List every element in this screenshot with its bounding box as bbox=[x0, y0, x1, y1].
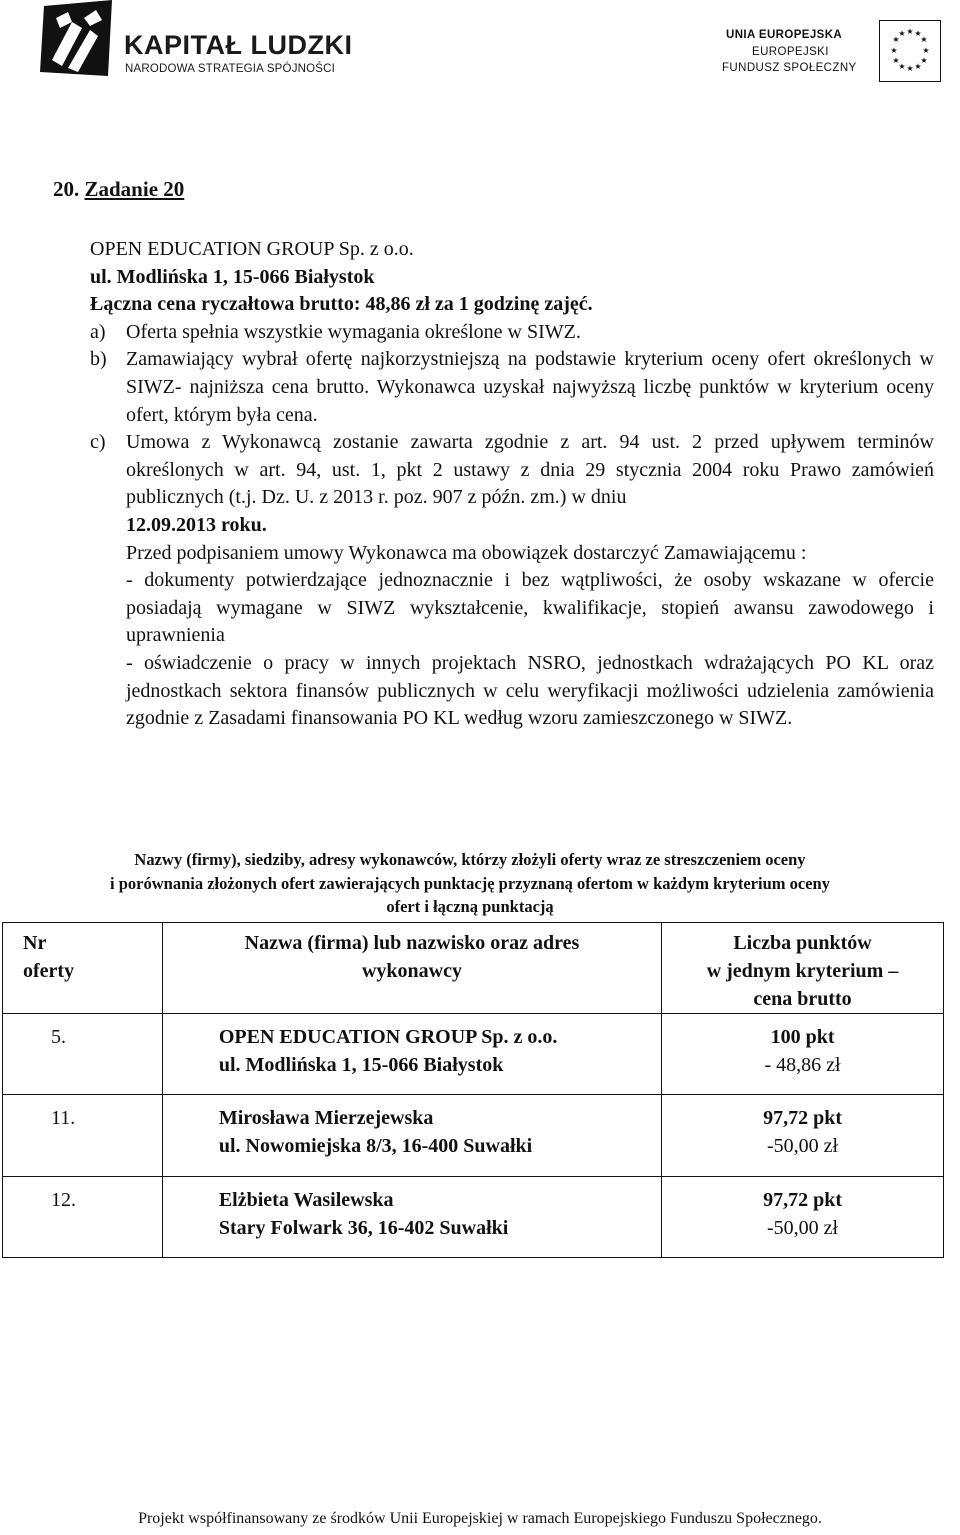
list-text bbox=[126, 429, 934, 539]
eu-logo bbox=[712, 20, 942, 90]
caption-line-3: ofert i łączną punktacją bbox=[386, 897, 554, 916]
header-points-line-2: w jednym kryterium – bbox=[706, 960, 899, 982]
eu-line-2: EUROPEJSKI bbox=[752, 46, 829, 58]
svg-text:★: ★ bbox=[898, 62, 906, 71]
header-name-line-2: wykonawcy bbox=[361, 960, 462, 982]
list-text: Zamawiający wybrał ofertę najkorzystniejszą na podstawie kryterium oceny ofert określonych w SIWZ- najniższa cena brutto. Wykonawca uzyskał najwyższą liczbę punktów w kryterium oceny ofert, którym była cena. bbox=[126, 348, 934, 426]
svg-text:★: ★ bbox=[892, 56, 900, 65]
header-points-line-3: cena brutto bbox=[753, 988, 852, 1010]
offer-points bbox=[662, 1095, 944, 1176]
header-name bbox=[162, 923, 661, 1014]
table-caption bbox=[0, 848, 940, 919]
winner-price: Łączna cena ryczałtowa brutto: 48,86 zł za 1 godzinę zajęć. bbox=[90, 293, 593, 316]
eu-line-3: FUNDUSZ SPOŁECZNY bbox=[722, 62, 857, 74]
contractor-address: ul. Nowomiejska 8/3, 16-400 Suwałki bbox=[218, 1135, 533, 1158]
decision-body bbox=[90, 236, 934, 733]
offer-contractor bbox=[162, 1095, 661, 1176]
offer-contractor bbox=[162, 1014, 661, 1095]
contract-date: 12.09.2013 roku. bbox=[126, 513, 267, 536]
points-value: 100 pkt bbox=[770, 1026, 835, 1048]
svg-text:★: ★ bbox=[922, 46, 930, 55]
price-value: - 48,86 zł bbox=[764, 1054, 841, 1076]
svg-text:★: ★ bbox=[890, 46, 898, 55]
list-text-body: Umowa z Wykonawcą zostanie zawarta zgodnie z art. 94 ust. 2 przed upływem terminów określonych w art. 94, ust. 1, pkt 2 ustawy z dnia 29 stycznia 2004 roku Prawo zamówień publicznych (t.j. Dz. U. z 2013 r. poz. 907 z późn. zm.) w dniu bbox=[126, 431, 934, 509]
price-value: -50,00 zł bbox=[766, 1216, 839, 1239]
contractor-name: Mirosława Mierzejewska bbox=[218, 1107, 434, 1130]
svg-text:★: ★ bbox=[906, 64, 914, 73]
offer-number: 11. bbox=[3, 1095, 163, 1176]
kapital-ludzki-logo bbox=[38, 0, 358, 80]
list-item-b bbox=[90, 346, 934, 429]
kapital-ludzki-title: KAPITAŁ LUDZKI bbox=[124, 30, 353, 60]
section-title bbox=[53, 177, 184, 202]
list-text: Oferta spełnia wszystkie wymagania określone w SIWZ. bbox=[126, 320, 581, 343]
list-item-c bbox=[90, 429, 934, 539]
table-row bbox=[3, 1014, 944, 1095]
list-item-a bbox=[90, 319, 934, 347]
contractor-name: Elżbieta Wasilewska bbox=[218, 1188, 394, 1211]
offer-number: 12. bbox=[3, 1176, 163, 1257]
offer-number: 5. bbox=[3, 1014, 163, 1095]
obligation-documents: - dokumenty potwierdzające jednoznacznie i bez wątpliwości, że osoby wskazane w ofercie posiadają wymagane w SIWZ wykształcenie, kwalifikacje, stopień awansu zawodowego i uprawnienia bbox=[126, 569, 934, 647]
kapital-ludzki-subtitle: NARODOWA STRATEGIA SPÓJNOŚCI bbox=[125, 63, 336, 75]
svg-text:★: ★ bbox=[892, 35, 900, 44]
points-value: 97,72 pkt bbox=[763, 1188, 842, 1211]
offer-points bbox=[662, 1014, 944, 1095]
caption-line-2: i porównania złożonych ofert zawierających punktację przyznaną ofertom w każdym kryterium oceny bbox=[110, 873, 830, 893]
header-nr-line-1: Nr bbox=[23, 932, 47, 954]
table-row bbox=[3, 1095, 944, 1176]
table-row bbox=[3, 1176, 944, 1257]
winner-address: ul. Modlińska 1, 15-066 Białystok bbox=[90, 265, 375, 288]
price-value: -50,00 zł bbox=[766, 1135, 839, 1158]
svg-text:★: ★ bbox=[920, 35, 928, 44]
header-nr bbox=[3, 923, 163, 1014]
table-header-row bbox=[3, 923, 944, 1014]
list-marker: a) bbox=[90, 320, 106, 343]
contractor-address: Stary Folwark 36, 16-402 Suwałki bbox=[218, 1216, 509, 1239]
section-number: 20. bbox=[53, 177, 80, 201]
offers-table bbox=[2, 922, 944, 1258]
svg-text:★: ★ bbox=[914, 29, 922, 38]
header-name-line-1: Nazwa (firma) lub nazwisko oraz adres bbox=[244, 932, 580, 954]
caption-line-1: Nazwy (firmy), siedziby, adresy wykonawców, którzy złożyli oferty wraz ze streszczeniem oceny bbox=[134, 850, 806, 869]
obligation-statement: - oświadczenie o pracy w innych projektach NSRO, jednostkach wdrażających PO KL oraz jednostkach sektora finansów publicznych w celu weryfikacji możliwości udzielenia zamówienia zgodnie z Zasadami finansowania PO KL według wzoru zamieszczonego w SIWZ. bbox=[126, 651, 934, 730]
section-name: Zadanie 20 bbox=[84, 177, 185, 201]
contractor-address: ul. Modlińska 1, 15-066 Białystok bbox=[218, 1054, 504, 1076]
svg-text:★: ★ bbox=[914, 62, 922, 71]
list-marker: c) bbox=[90, 431, 106, 454]
svg-text:★: ★ bbox=[906, 27, 914, 36]
kapital-ludzki-emblem-icon bbox=[38, 0, 118, 80]
winner-name: OPEN EDUCATION GROUP Sp. z o.o. bbox=[90, 238, 414, 260]
offer-points bbox=[662, 1176, 944, 1257]
eu-flag-icon bbox=[879, 20, 941, 82]
svg-text:★: ★ bbox=[920, 56, 928, 65]
eu-line-1: UNIA EUROPEJSKA bbox=[726, 29, 843, 41]
svg-text:★: ★ bbox=[898, 29, 906, 38]
header-points bbox=[662, 923, 944, 1014]
header-nr-line-2: oferty bbox=[23, 960, 75, 982]
list-marker: b) bbox=[90, 348, 107, 371]
contractor-name: OPEN EDUCATION GROUP Sp. z o.o. bbox=[218, 1026, 558, 1048]
header-points-line-1: Liczba punktów bbox=[733, 932, 872, 954]
points-value: 97,72 pkt bbox=[763, 1107, 842, 1130]
offer-contractor bbox=[162, 1176, 661, 1257]
footer-note: Projekt współfinansowany ze środków Unii Europejskiej w ramach Europejskiego Funduszu Społecznego. bbox=[138, 1510, 822, 1527]
obligations-intro: Przed podpisaniem umowy Wykonawca ma obowiązek dostarczyć Zamawiającemu : bbox=[126, 541, 807, 564]
